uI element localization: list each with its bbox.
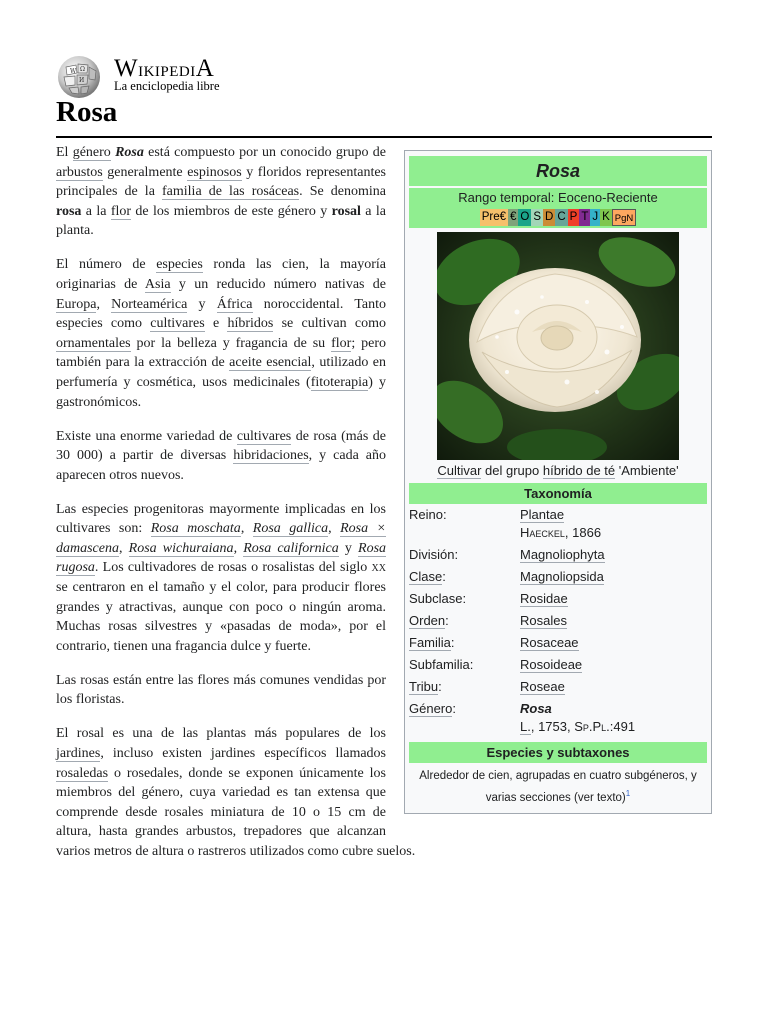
caption-text: del grupo [481,463,543,478]
reference-link[interactable]: 1 [625,789,631,798]
geologic-period-bar [409,209,707,226]
taxonomy-value[interactable]: Plantae [520,507,565,522]
wikipedia-tagline: La enciclopedia libre [114,79,220,93]
taxonomy-rank[interactable]: Orden [409,613,446,628]
caption-link-hybrid-tea[interactable]: híbrido de té [542,463,616,478]
period-8[interactable]: J [590,209,600,226]
taxonomy-value[interactable]: Rosales [520,613,567,628]
caption-link-cultivar[interactable]: Cultivar [437,463,482,478]
svg-text:И: И [79,77,85,84]
article-link[interactable]: Asia [144,276,171,292]
article-link[interactable]: arbustos [56,164,103,180]
taxonomy-row: Género: Rosa L., 1753, Sp.Pl.:491 [409,700,707,740]
article-link[interactable]: ornamentales [56,335,131,351]
paragraph-florists: Las rosas están entre las flores más comunes vendidas por los floristas. [56,672,386,708]
article-body [56,143,712,876]
taxonomy-authority: Haeckel, 1866 [520,525,602,540]
taxonomy-value[interactable]: Rosidae [520,591,568,606]
species-header: Especies y subtaxones [409,742,707,763]
article-link[interactable]: rosaledas [56,765,109,781]
period-10[interactable]: PgN [612,209,636,226]
article-link[interactable]: flor [331,335,352,351]
article-link[interactable]: híbridos [227,316,274,332]
article-link[interactable]: jardines [56,745,101,761]
taxonomy-value[interactable]: Rosoideae [520,657,583,672]
period-9[interactable]: K [600,209,612,226]
taxonomy-row: Tribu: Roseae [409,679,565,694]
svg-text:Ω: Ω [80,66,85,73]
taxonomy-header: Taxonomía [409,483,707,504]
period-1[interactable]: € [508,209,518,226]
article-link[interactable]: África [216,296,253,312]
taxobox-title: Rosa [409,156,707,186]
taxonomy-authority: L., 1753, Sp.Pl.:491 [520,719,636,734]
article-link[interactable]: cultivares [150,316,205,332]
taxonomy-rank: Subfamilia [409,657,470,672]
taxonomy-value[interactable]: Magnoliophyta [520,547,605,562]
article-link[interactable]: aceite esencial [229,355,312,371]
caption-text-rest: 'Ambiente' [615,463,679,478]
temporal-range [409,188,707,228]
period-5[interactable]: C [555,209,567,226]
period-7[interactable]: T [579,209,590,226]
temporal-range-label: Rango temporal: Eoceno-Reciente [458,190,658,205]
taxonomy-table [409,506,707,740]
taxonomy-rank: Reino [409,507,443,522]
species-note-text: Alrededor de cien, agrupadas en cuatro subgéneros, y varias secciones (ver texto) [419,770,697,804]
authority-name[interactable]: L. [520,719,531,734]
period-4[interactable]: D [543,209,555,226]
taxonomy-row: Orden: Rosales [409,613,567,628]
taxonomy-value: Rosa [520,701,552,716]
period-6[interactable]: P [568,209,580,226]
taxonomy-row: Familia: Rosaceae [409,635,579,650]
taxonomy-rank: División [409,547,455,562]
article-link[interactable]: Rosa californica [243,540,339,556]
taxonomy-rank[interactable]: Género [409,701,453,716]
article-link[interactable]: Europa [56,296,97,312]
taxonomy-rank: Subclase [409,591,463,606]
article-link[interactable]: hibridaciones [233,448,309,464]
article-link[interactable]: Rosa rugosa [56,540,387,576]
article-link[interactable]: Norteamérica [111,296,188,312]
paragraph-gardens: El rosal es una de las plantas más populares de los jardines, incluso existen jardines específicos llamados rosaledas o rosedales, donde se exponen únicamente los miembros del género, cuya variedad es tan extensa que comprende desde rosales miniatura de 10 o 15 cm de altura, hasta grandes arbustos, trepadores que alcanzan varios metros de altura o rastreros utilizados como cubre suelos. [56,726,416,859]
article-link[interactable]: Rosa gallica [252,521,329,537]
paragraph-progenitors: Las especies progenitoras mayormente implicadas en los cultivares son: Rosa moschata, Rosa gallica, Rosa × damascena, Rosa wichuraiana, Rosa californica y Rosa rugosa. Los cultivadores de rosas o rosalistas del siglo xx se centraron en el tamaño y el color, para producir flores grandes y atractivas, aunque con poco o ningún aroma. Muchas rosas silvestres y «pasadas de moda», por el contrario, tienen una fragancia dulce y fuerte. [56,501,387,654]
article-link[interactable]: espinosos [187,164,242,180]
paragraph-species: El número de especies ronda las cien, la mayoría originarias de Asia y un reducido número nativas de Europa, Norteamérica y África noroccidental. Tanto especies como cultivares e híbridos se cultivan como ornamentales por la belleza y fragancia de su flor; pero también para la extracción de aceite esencial, utilizado en perfumería y cosmética, usos medicinales (fitoterapia) y gastronómicos. [56,257,387,410]
title-divider [56,136,712,138]
article-link[interactable]: género [72,145,111,160]
article-link[interactable]: especies [156,257,203,273]
taxonomy-value[interactable]: Magnoliopsida [520,569,604,584]
taxonomy-rank[interactable]: Tribu [409,679,439,694]
paragraph-cultivars: Existe una enorme variedad de cultivares de rosa (más de 30 000) a partir de diversas hibridaciones, y cada año aparecen otros nuevos. [56,428,387,483]
article-link[interactable]: flor [110,203,132,219]
taxonomy-row: Reino: Plantae Haeckel, 1866 [409,506,707,546]
wordmark-rest: ikipedi [138,56,196,81]
taxonomy-row: Subfamilia: Rosoideae [409,657,583,672]
article-link[interactable]: Rosa wichuraiana [128,540,234,556]
taxonomy-value[interactable]: Roseae [520,679,565,694]
page-title: Rosa [56,96,118,128]
period-2[interactable]: O [518,209,531,226]
article-link[interactable]: Rosa moschata [150,521,241,537]
article-link[interactable]: cultivares [236,428,292,444]
period-0[interactable]: Pre€ [480,209,508,226]
svg-text:W: W [70,68,77,75]
image-caption [409,461,707,481]
paragraph-intro: El género Rosa está compuesto por un conocido grupo de arbustos generalmente espinosos y floridos representantes principales de la familia de las rosáceas. Se denomina rosa a la flor de los miembros de este género y rosal a la planta. [56,145,386,239]
taxonomy-row: Clase: Magnoliopsida [409,569,604,584]
wikipedia-globe-icon [56,53,102,99]
rose-photo[interactable] [437,232,679,460]
authority-name: Haeckel [520,525,565,540]
taxonomy-rank[interactable]: Familia [409,635,451,650]
period-3[interactable]: S [531,209,543,226]
taxonomy-rank[interactable]: Clase [409,569,443,584]
species-note [409,763,707,807]
article-link[interactable]: fitoterapia [310,374,369,390]
wikipedia-wordmark: WikipediA [114,55,215,82]
taxonomy-row: Subclase: Rosidae [409,591,568,606]
taxonomy-row: División: Magnoliophyta [409,547,605,562]
taxobox [404,150,712,814]
article-link[interactable]: Rosa × damascena [56,521,387,556]
article-link[interactable]: familia de las rosáceas [162,184,300,200]
taxonomy-value[interactable]: Rosaceae [520,635,579,650]
